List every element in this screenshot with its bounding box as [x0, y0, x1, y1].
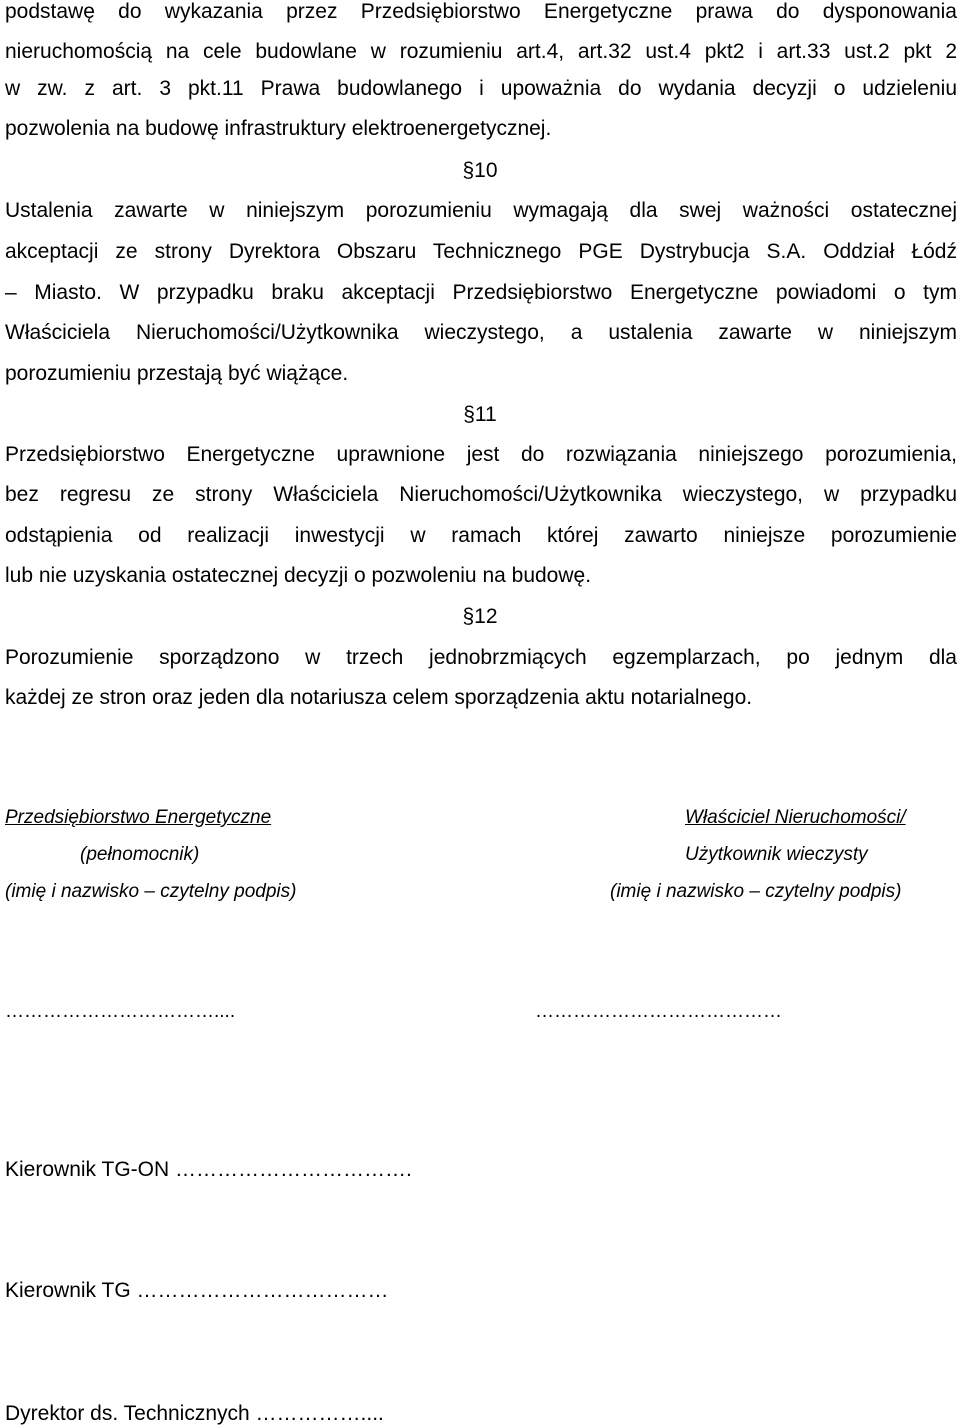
- signature-right-line: …………………………………: [535, 1001, 782, 1022]
- signature-left-line: ……………………………....: [5, 1001, 236, 1022]
- paragraph-line: akceptacji ze strony Dyrektora Obszaru Technicznego PGE Dystrybucja S.A. Oddział Łódź: [5, 240, 957, 263]
- approval-kierownik-tg: Kierownik TG ………………………………: [5, 1279, 389, 1302]
- section-heading-12: §12: [462, 605, 498, 628]
- approval-dyrektor-techniczny: Dyrektor ds. Technicznych ……………....: [5, 1402, 384, 1425]
- signature-right-role: Użytkownik wieczysty: [685, 844, 868, 865]
- paragraph-line: nieruchomością na cele budowlane w rozumieniu art.4, art.32 ust.4 pkt2 i art.33 ust.2 pkt 2: [5, 40, 957, 63]
- paragraph-line: Porozumienie sporządzono w trzech jednobrzmiących egzemplarzach, po jednym dla: [5, 646, 957, 669]
- paragraph-line: lub nie uzyskania ostatecznej decyzji o pozwoleniu na budowę.: [5, 564, 592, 587]
- paragraph-line: podstawę do wykazania przez Przedsiębiorstwo Energetyczne prawa do dysponowania: [5, 0, 957, 23]
- approval-kierownik-tg-on: Kierownik TG-ON …………………………….: [5, 1158, 412, 1181]
- paragraph-line: porozumieniu przestają być wiążące.: [5, 362, 349, 385]
- paragraph-line: – Miasto. W przypadku braku akceptacji Przedsiębiorstwo Energetyczne powiadomi o tym: [5, 281, 957, 304]
- paragraph-line: Właściciela Nieruchomości/Użytkownika wieczystego, a ustalenia zawarte w niniejszym: [5, 321, 957, 344]
- signature-right-title: Właściciel Nieruchomości/: [685, 807, 906, 828]
- signature-left-role: (pełnomocnik): [80, 844, 200, 865]
- paragraph-line: pozwolenia na budowę infrastruktury elektroenergetycznej.: [5, 117, 552, 140]
- paragraph-line: bez regresu ze strony Właściciela Nieruchomości/Użytkownika wieczystego, w przypadku: [5, 483, 957, 506]
- signature-left-hint: (imię i nazwisko – czytelny podpis): [5, 881, 297, 902]
- paragraph-line: każdej ze stron oraz jeden dla notariusza celem sporządzenia aktu notarialnego.: [5, 686, 753, 709]
- signature-left-title: Przedsiębiorstwo Energetyczne: [5, 807, 272, 828]
- paragraph-line: odstąpienia od realizacji inwestycji w ramach której zawarto niniejsze porozumienie: [5, 524, 957, 547]
- section-heading-11: §11: [463, 403, 497, 426]
- signature-right-hint: (imię i nazwisko – czytelny podpis): [610, 881, 902, 902]
- paragraph-line: w zw. z art. 3 pkt.11 Prawa budowlanego i upoważnia do wydania decyzji o udzieleniu: [5, 77, 957, 100]
- paragraph-line: Ustalenia zawarte w niniejszym porozumieniu wymagają dla swej ważności ostatecznej: [5, 199, 957, 222]
- paragraph-line: Przedsiębiorstwo Energetyczne uprawnione jest do rozwiązania niniejszego porozumienia,: [5, 443, 957, 466]
- section-heading-10: §10: [462, 159, 498, 182]
